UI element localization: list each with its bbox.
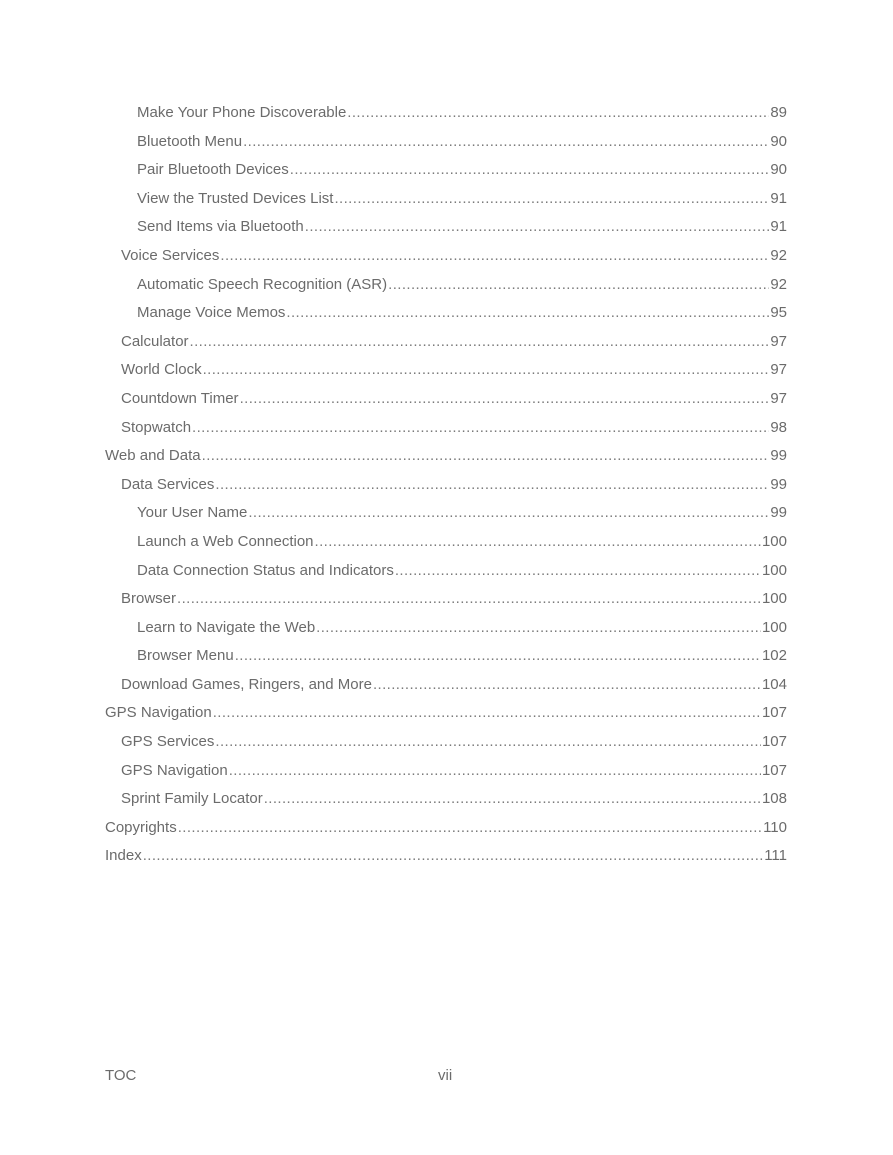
toc-entry-page-number: 108 <box>761 790 787 808</box>
toc-dot-leader <box>243 128 769 157</box>
toc-entry-page-number: 97 <box>770 332 787 350</box>
toc-entry[interactable] <box>105 185 787 214</box>
toc-entry-page-number: 91 <box>770 189 787 207</box>
toc-entry-page-number: 100 <box>761 618 787 636</box>
toc-entry-page-number: 100 <box>761 532 787 550</box>
toc-entry-title: World Clock <box>121 361 202 379</box>
toc-entry-page-number: 107 <box>761 761 787 779</box>
toc-entry-title: GPS Services <box>121 733 215 751</box>
toc-entry-page-number: 100 <box>761 590 787 608</box>
toc-entry-title: Countdown Timer <box>121 389 239 407</box>
toc-entry-page-number: 100 <box>761 561 787 579</box>
toc-entry-title: Data Connection Status and Indicators <box>137 561 394 579</box>
footer-section-label: TOC <box>105 1067 137 1084</box>
toc-dot-leader <box>290 156 770 185</box>
toc-entry[interactable] <box>105 699 787 728</box>
toc-entry-page-number: 111 <box>764 847 787 865</box>
toc-entry[interactable] <box>105 156 787 185</box>
toc-entry-page-number: 107 <box>761 733 787 751</box>
toc-entry[interactable] <box>105 242 787 271</box>
toc-entry[interactable] <box>105 528 787 557</box>
toc-entry-title: Data Services <box>121 475 215 493</box>
toc-entry[interactable] <box>105 842 787 871</box>
toc-entry-title: Browser Menu <box>137 647 234 665</box>
toc-entry-page-number: 102 <box>761 647 787 665</box>
toc-entry-title: Learn to Navigate the Web <box>137 618 316 636</box>
footer-page-number: vii <box>438 1067 453 1084</box>
toc-entry-page-number: 98 <box>770 418 787 436</box>
toc-entry-title: Stopwatch <box>121 418 192 436</box>
toc-entry-page-number: 97 <box>770 361 787 379</box>
toc-dot-leader <box>395 557 761 586</box>
toc-entry[interactable] <box>105 128 787 157</box>
toc-entry[interactable] <box>105 213 787 242</box>
toc-dot-leader <box>334 185 769 214</box>
toc-entry[interactable] <box>105 99 787 128</box>
toc-entry-title: Send Items via Bluetooth <box>137 218 304 236</box>
toc-dot-leader <box>229 757 761 786</box>
toc-entry-title: Bluetooth Menu <box>137 132 243 150</box>
toc-entry-title: View the Trusted Devices List <box>137 189 334 207</box>
toc-entry-title: Index <box>105 847 142 865</box>
toc-entry-title: Copyrights <box>105 818 177 836</box>
toc-entry[interactable] <box>105 671 787 700</box>
toc-dot-leader <box>213 699 761 728</box>
toc-entry[interactable] <box>105 499 787 528</box>
toc-entry-title: GPS Navigation <box>105 704 212 722</box>
table-of-contents <box>105 99 787 871</box>
toc-dot-leader <box>315 528 761 557</box>
toc-entry[interactable] <box>105 642 787 671</box>
toc-entry-page-number: 104 <box>761 675 787 693</box>
toc-entry-title: Launch a Web Connection <box>137 532 314 550</box>
toc-entry-page-number: 99 <box>770 504 787 522</box>
toc-dot-leader <box>240 385 770 414</box>
toc-entry-page-number: 95 <box>770 304 787 322</box>
toc-dot-leader <box>264 785 761 814</box>
toc-entry[interactable] <box>105 414 787 443</box>
toc-entry[interactable] <box>105 757 787 786</box>
toc-entry[interactable] <box>105 614 787 643</box>
toc-entry[interactable] <box>105 299 787 328</box>
toc-dot-leader <box>305 213 770 242</box>
toc-entry-title: Browser <box>121 590 177 608</box>
toc-entry-title: Pair Bluetooth Devices <box>137 161 289 179</box>
toc-entry-page-number: 107 <box>761 704 787 722</box>
toc-entry-title: Calculator <box>121 332 189 350</box>
toc-dot-leader <box>203 356 770 385</box>
toc-dot-leader <box>388 271 769 300</box>
toc-dot-leader <box>248 499 769 528</box>
toc-entry-title: Voice Services <box>121 246 220 264</box>
toc-dot-leader <box>235 642 761 671</box>
toc-entry[interactable] <box>105 728 787 757</box>
toc-entry-title: Sprint Family Locator <box>121 790 263 808</box>
toc-entry-page-number: 97 <box>770 389 787 407</box>
toc-entry[interactable] <box>105 442 787 471</box>
toc-entry-page-number: 90 <box>770 161 787 179</box>
toc-entry[interactable] <box>105 585 787 614</box>
toc-entry-page-number: 89 <box>770 104 787 121</box>
toc-entry-page-number: 99 <box>770 447 787 465</box>
toc-dot-leader <box>202 442 770 471</box>
toc-entry-title: Download Games, Ringers, and More <box>121 675 372 693</box>
toc-dot-leader <box>316 614 761 643</box>
toc-dot-leader <box>220 242 769 271</box>
toc-dot-leader <box>177 585 761 614</box>
toc-entry[interactable] <box>105 356 787 385</box>
toc-dot-leader <box>347 99 769 128</box>
toc-dot-leader <box>373 671 761 700</box>
toc-entry-page-number: 99 <box>770 475 787 493</box>
toc-entry[interactable] <box>105 814 787 843</box>
toc-dot-leader <box>286 299 769 328</box>
toc-entry-page-number: 110 <box>763 818 787 836</box>
toc-entry-title: Manage Voice Memos <box>137 304 286 322</box>
toc-dot-leader <box>190 328 770 357</box>
toc-entry[interactable] <box>105 557 787 586</box>
toc-entry-page-number: 91 <box>770 218 787 236</box>
toc-entry-title: Web and Data <box>105 447 201 465</box>
toc-dot-leader <box>178 814 762 843</box>
toc-dot-leader <box>215 471 769 500</box>
toc-entry[interactable] <box>105 271 787 300</box>
toc-dot-leader <box>192 414 769 443</box>
toc-entry[interactable] <box>105 328 787 357</box>
toc-entry-title: Make Your Phone Discoverable <box>137 104 347 121</box>
toc-dot-leader <box>143 842 763 871</box>
toc-entry-title: Automatic Speech Recognition (ASR) <box>137 275 388 293</box>
toc-entry-title: GPS Navigation <box>121 761 228 779</box>
toc-entry-page-number: 92 <box>770 275 787 293</box>
toc-entry[interactable] <box>105 471 787 500</box>
toc-dot-leader <box>215 728 761 757</box>
toc-entry-page-number: 92 <box>770 246 787 264</box>
toc-entry-page-number: 90 <box>770 132 787 150</box>
toc-entry-title: Your User Name <box>137 504 248 522</box>
toc-entry[interactable] <box>105 385 787 414</box>
toc-entry[interactable] <box>105 785 787 814</box>
